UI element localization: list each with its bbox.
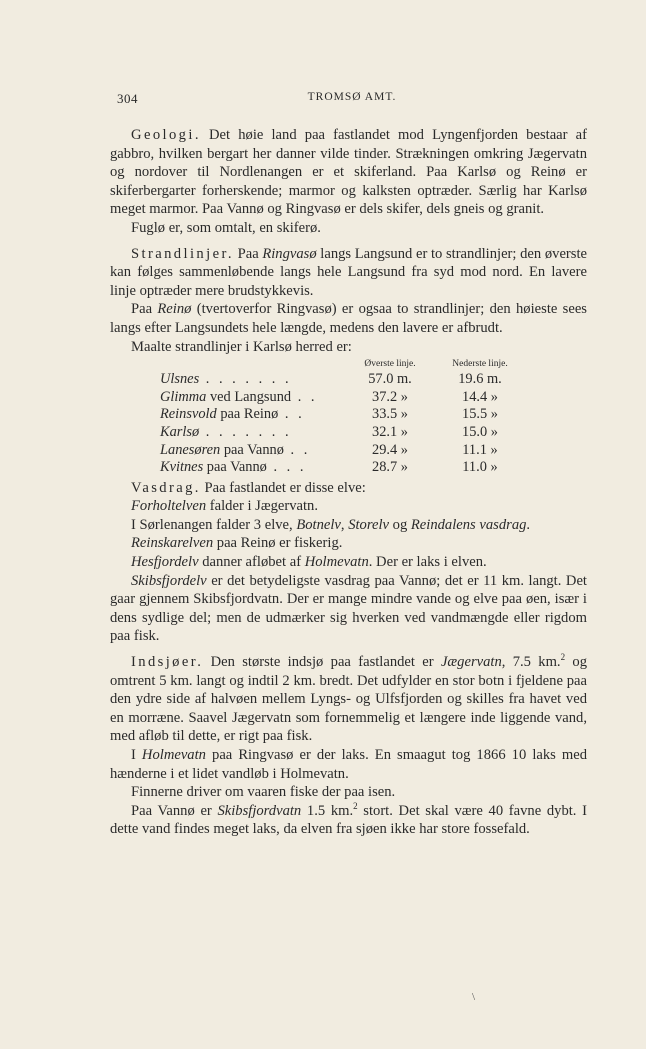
paragraph-holmevatn: I Holmevatn paa Ringvasø er der laks. En smaagut tog 1866 10 laks med hænderne i et lidet vandløb i Holmevatn. xyxy=(110,747,588,782)
table-row: Lanesøren paa Vannø . . 29.4 » 11.1 » xyxy=(160,441,498,458)
page-number: 304 xyxy=(117,91,138,106)
section-label-geologi: Geologi. xyxy=(131,127,201,143)
running-title: TROMSØ AMT. xyxy=(307,91,397,103)
body-text xyxy=(110,126,587,839)
paragraph-hesfjordelv: Hesfjordelv danner afløbet af Holmevatn. Der er laks i elven. xyxy=(131,554,487,571)
table-row: Glimma ved Langsund . . 37.2 » 14.4 » xyxy=(160,388,498,405)
col-header-lower: Nederste linje. xyxy=(452,359,508,370)
paragraph-sorlenangen: I Sørlenangen falder 3 elve, Botnelv, Storelv og Reindalens vasdrag. xyxy=(131,516,531,533)
paragraph-finnerne: Finnerne driver om vaaren fiske der paa isen. xyxy=(131,784,396,801)
paragraph-reinskarelven: Reinskarelven paa Reinø er fiskerig. xyxy=(131,535,343,552)
paragraph-reino: Paa Reinø (tvertoverfor Ringvasø) er ogsaa to strandlinjer; den høieste sees langs efter Langsundets hele længde, medens den lavere er afbrudt. xyxy=(110,301,587,336)
table-row: Ulsnes . . . . . . . 57.0 m. 19.6 m. xyxy=(160,371,502,388)
table-header-row xyxy=(160,358,520,371)
section-label-strandlinjer: Strandlinjer. xyxy=(131,245,234,262)
paragraph-maalte: Maalte strandlinjer i Karlsø herred er: xyxy=(131,338,352,355)
paragraph-strandlinjer: Strandlinjer. Paa Ringvasø langs Langsund er to strandlinjer; den øverste kan følges sammenløbende langs hele Langsund fra syd mod nord. En lavere linje optræder mere brudstykkevis. xyxy=(110,245,587,299)
paragraph-indsjoer: Indsjøer. Den største indsjø paa fastlandet er Jægervatn, 7.5 km.$^2$ og omtrent 5 km. langt og indtil 2 km. bredt. Det udfylder en stor botn i fjeldene paa den ydre side af halvøen mellem Lyngs- og Ulfsfjorden og skilles fra havet ved en morræne. Saavel Jægervatn som fornemmelig et længere inde liggende vand, med afløb til dette, er rigt paa fisk. xyxy=(110,652,588,745)
section-label-indsjoer: Indsjøer. xyxy=(131,654,204,671)
paragraph-geologi: Geologi. Det høie land paa fastlandet mod Lyngenfjorden bestaar af gabbro, hvilken bergart her danner vilde tinder. Strækningen omkring Jægervatn og nordover til Nordlenangen er et skiferland. Paa Karlsø og Reinø er skiferbergarter forherskende; marmor og kalksten optræder. Særlig har Karlsø meget marmor. Paa Vannø og Ringvasø er dels skifer, dels gneis og granit. xyxy=(110,127,587,218)
strandlinjer-table xyxy=(160,358,520,477)
table-row: Reinsvold paa Reinø . . 33.5 » 15.5 » xyxy=(160,406,498,423)
paragraph-skibsfjordvatn: Paa Vannø er Skibsfjordvatn 1.5 km.$^2$ stort. Det skal være 40 favne dybt. I dette vand findes meget laks, da elven fra sjøen ikke har store fossefald. xyxy=(110,800,587,838)
stray-mark: \ xyxy=(472,991,476,1003)
paragraph-skibsfjordelv: Skibsfjordelv er det betydeligste vasdrag paa Vannø; det er 11 km. langt. Det gaar gjennem Skibsfjordvatn. Der er mange mindre vande og elve paa øen, især i dens sydlige del; men de udmærker sig hverken ved vandmængde eller rigdom paa fisk. xyxy=(110,572,587,645)
table-row: Kvitnes paa Vannø . . . 28.7 » 11.0 » xyxy=(160,459,498,476)
paragraph-vasdrag: Vasdrag. Paa fastlandet er disse elve: xyxy=(131,479,366,496)
section-label-vasdrag: Vasdrag. xyxy=(131,479,201,496)
page-header xyxy=(117,91,587,111)
col-header-upper: Øverste linje. xyxy=(364,359,416,370)
paragraph-forholtelven: Forholtelven falder i Jægervatn. xyxy=(131,498,318,515)
table-row: Karlsø . . . . . . . 32.1 » 15.0 » xyxy=(160,423,498,440)
paragraph-fuglo: Fuglø er, som omtalt, en skiferø. xyxy=(131,219,321,236)
